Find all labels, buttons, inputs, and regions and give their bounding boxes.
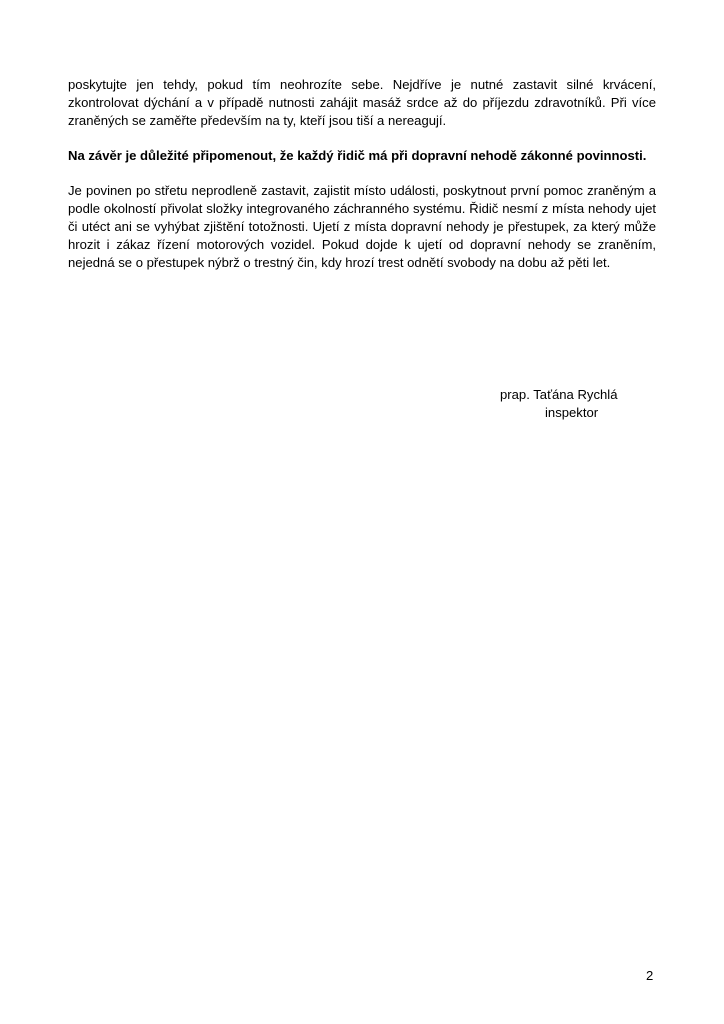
page-number: 2: [646, 968, 654, 983]
signature-block: [500, 386, 618, 422]
signature-role: inspektor: [545, 405, 599, 420]
paragraph-driver-duties: Je povinen po střetu neprodleně zastavit, zajistit místo události, poskytnout první pomoc zraněným a podle okolností přivolat složky integrovaného záchranného systému. Řidič nesmí z místa nehody ujet či utéct ani se vyhýbat zjištění totožnosti. Ujetí z místa dopravní nehody je přestupek, za který může hrozit i zákaz řízení motorových vozidel. Pokud dojde k ujetí od dopravní nehody se zraněním, nejedná se o přestupek nýbrž o trestný čin, kdy hrozí trest odnětí svobody na dobu až pěti let.: [68, 183, 656, 270]
document-body: [68, 76, 656, 289]
signature-name: prap. Taťána Rychlá: [500, 387, 618, 402]
paragraph-conclusion-heading: Na závěr je důležité připomenout, že každý řidič má při dopravní nehodě zákonné povinnosti.: [68, 148, 647, 163]
paragraph-first-aid: poskytujte jen tehdy, pokud tím neohrozíte sebe. Nejdříve je nutné zastavit silné krvácení, zkontrolovat dýchání a v případě nutnosti zahájit masáž srdce až do příjezdu zdravotníků. Při více zraněných se zaměřte především na ty, kteří jsou tiší a nereagují.: [68, 77, 656, 128]
